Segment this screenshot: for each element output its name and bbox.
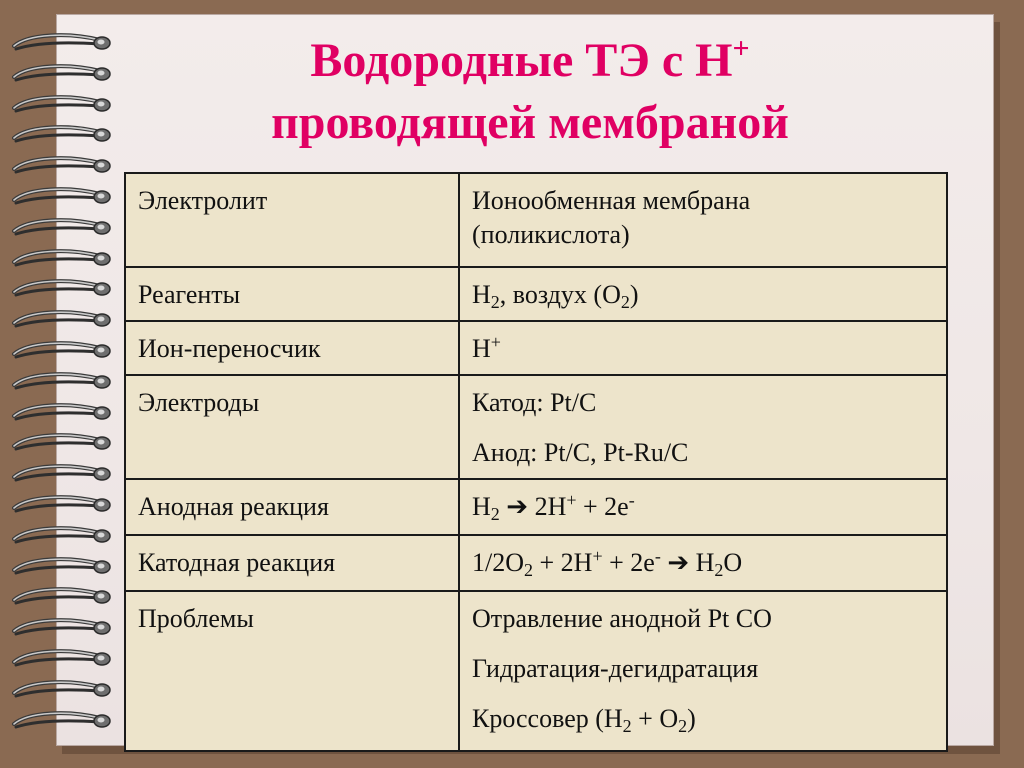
row-label: Катодная реакция (125, 535, 459, 591)
spiral-ring (8, 492, 112, 520)
spiral-ring (8, 30, 112, 58)
spiral-ring (8, 122, 112, 150)
table-row (125, 375, 947, 479)
row-value: $Н_2$, воздух $(О_2)$ (459, 267, 947, 321)
table-row (125, 479, 947, 535)
arrow-icon: ➔ (667, 548, 690, 577)
spiral-ring (8, 554, 112, 582)
row-label: Реагенты (125, 267, 459, 321)
spiral-ring (8, 708, 112, 736)
title-line-1: Водородные ТЭ с Н+ (310, 32, 750, 87)
spiral-ring (8, 61, 112, 89)
spiral-ring (8, 92, 112, 120)
arrow-icon: ➔ (506, 492, 529, 521)
row-value: Отравление анодной Pt CO Гидратация-дегидратация Кроссовер $(Н_2 + О_2)$ (459, 591, 947, 751)
spiral-ring (8, 276, 112, 304)
slide-title (120, 30, 940, 154)
spiral-ring (8, 246, 112, 274)
row-value: Катод: Pt/C Анод: Pt/C, Pt-Ru/C (459, 375, 947, 479)
table-row (125, 267, 947, 321)
row-value: Ионообменная мембрана (поликислота) (459, 173, 947, 267)
row-label: Проблемы (125, 591, 459, 751)
spiral-ring (8, 523, 112, 551)
spiral-ring (8, 307, 112, 335)
row-label: Электролит (125, 173, 459, 267)
row-value: Н+ (459, 321, 947, 375)
table-row (125, 321, 947, 375)
spiral-ring (8, 677, 112, 705)
title-line-2: проводящей мембраной (271, 96, 789, 149)
spiral-ring (8, 215, 112, 243)
spiral-ring (8, 153, 112, 181)
row-label: Электроды (125, 375, 459, 479)
spiral-ring (8, 400, 112, 428)
spiral-ring (8, 430, 112, 458)
table-row (125, 535, 947, 591)
spiral-ring (8, 369, 112, 397)
table-row (125, 173, 947, 267)
row-label: Анодная реакция (125, 479, 459, 535)
spiral-binding-icon (8, 22, 118, 742)
spiral-ring (8, 646, 112, 674)
spiral-ring (8, 461, 112, 489)
spiral-ring (8, 584, 112, 612)
spiral-ring (8, 615, 112, 643)
row-value: $Н_2$ ➔ 2Н+ + 2е- (459, 479, 947, 535)
spiral-ring (8, 184, 112, 212)
properties-table (124, 172, 948, 752)
spiral-ring (8, 338, 112, 366)
row-label: Ион-переносчик (125, 321, 459, 375)
row-value: $1/2О_2 + 2Н^+ + 2е^-$ ➔ $Н_2О$ (459, 535, 947, 591)
table-row (125, 591, 947, 751)
